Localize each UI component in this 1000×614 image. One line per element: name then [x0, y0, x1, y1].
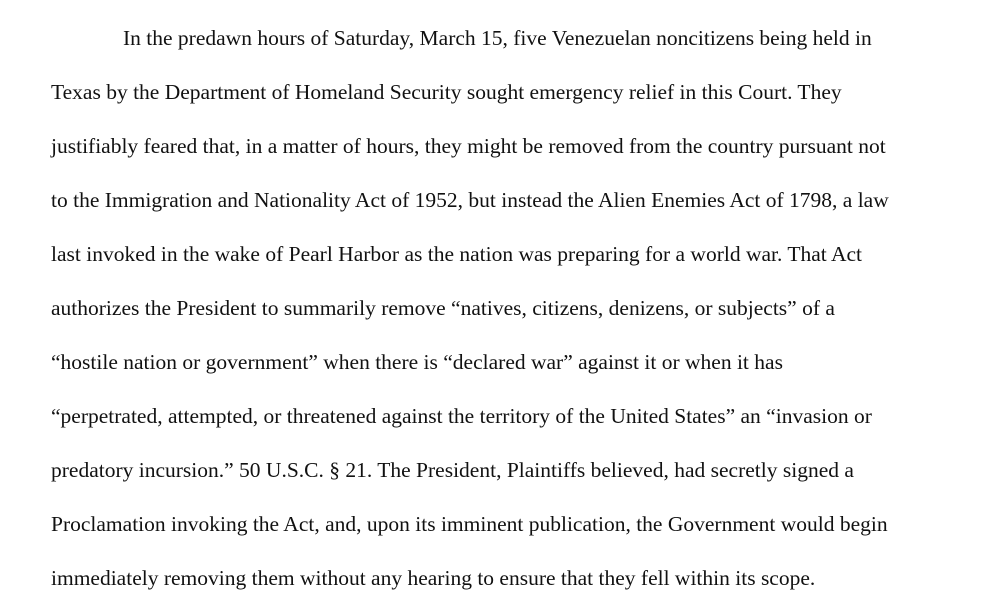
paragraph-line-8: “perpetrated, attempted, or threatened against the territory of the United States” an “invasion or: [51, 404, 872, 428]
paragraph-line-11: immediately removing them without any hearing to ensure that they fell within its scope.: [51, 566, 816, 590]
paragraph-line-1: In the predawn hours of Saturday, March 15, five Venezuelan noncitizens being held in: [123, 26, 872, 50]
paragraph-line-9: predatory incursion.” 50 U.S.C. § 21. The President, Plaintiffs believed, had secretly signed a: [51, 458, 854, 482]
paragraph-line-5: last invoked in the wake of Pearl Harbor as the nation was preparing for a world war. That Act: [51, 242, 862, 266]
paragraph-line-2: Texas by the Department of Homeland Security sought emergency relief in this Court. They: [51, 80, 842, 104]
paragraph-line-6: authorizes the President to summarily remove “natives, citizens, denizens, or subjects” of a: [51, 296, 835, 320]
paragraph-line-10: Proclamation invoking the Act, and, upon its imminent publication, the Government would begin: [51, 512, 888, 536]
paragraph-line-3: justifiably feared that, in a matter of hours, they might be removed from the country pursuant not: [51, 134, 886, 158]
paragraph-line-7: “hostile nation or government” when there is “declared war” against it or when it has: [51, 350, 783, 374]
paragraph-line-4: to the Immigration and Nationality Act of 1952, but instead the Alien Enemies Act of 1798, a law: [51, 188, 889, 212]
